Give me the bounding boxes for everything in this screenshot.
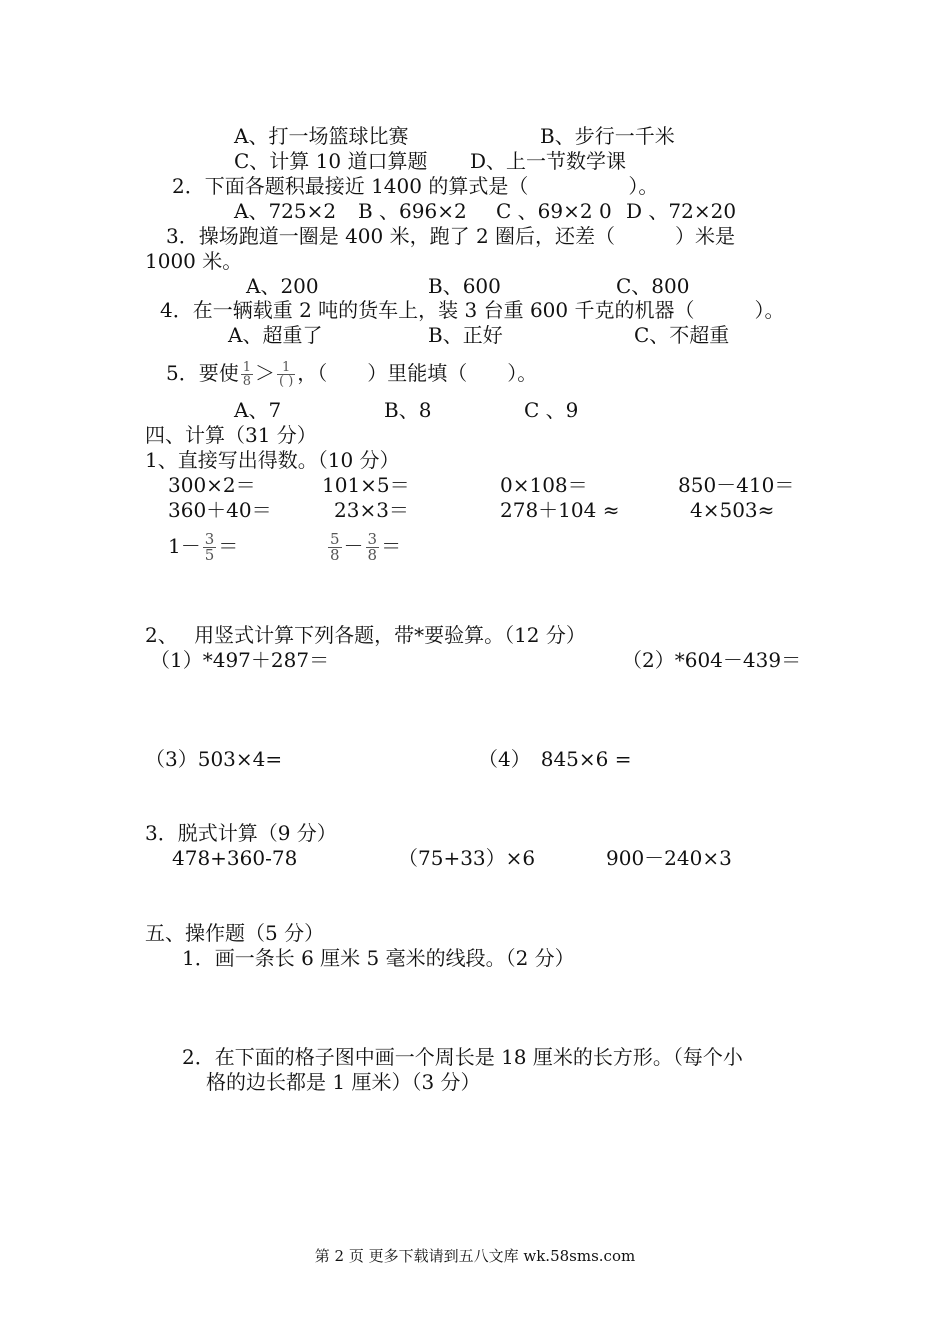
q2-option-d: D 、72×20 xyxy=(626,199,737,223)
section5-q1: 1．画一条长 6 厘米 5 毫米的线段。（2 分） xyxy=(182,946,575,970)
q1-option-d: D、上一节数学课 xyxy=(470,149,627,173)
q5-suffix: ，（ ）里能填（ ）。 xyxy=(297,361,538,385)
q2-option-c: C 、69×2 0 xyxy=(496,199,612,223)
q5-frac1-denominator: 8 xyxy=(242,374,252,389)
section4-sub1-title: 1、直接写出得数。（10 分） xyxy=(145,448,400,472)
section4-sub3-title: 3．脱式计算（9 分） xyxy=(145,821,337,845)
oral-calc-2: 101×5＝ xyxy=(322,473,410,497)
vertical-calc-2: （2）*604－439＝ xyxy=(622,648,802,672)
q5-option-b: B、8 xyxy=(384,398,432,422)
step-calc-1: 478+360-78 xyxy=(172,846,298,870)
oral-calc-10-denominator-1: 8 xyxy=(330,546,340,564)
oral-calc-8: 4×503≈ xyxy=(690,498,775,522)
oral-calc-9-suffix: ＝ xyxy=(218,534,239,558)
q1-option-a: A、打一场篮球比赛 xyxy=(234,124,409,148)
q3-option-b: B、600 xyxy=(428,274,501,298)
oral-calc-4: 850－410＝ xyxy=(678,473,795,497)
q3-option-c: C、800 xyxy=(616,274,690,298)
oral-calc-9-numerator: 3 xyxy=(204,530,215,548)
q4-option-a: A、超重了 xyxy=(228,323,323,347)
q4-text: 4．在一辆载重 2 吨的货车上，装 3 台重 600 千克的机器（ ）。 xyxy=(160,298,785,322)
q3-text-line1: 3．操场跑道一圈是 400 米，跑了 2 圈后，还差（ ）米是 xyxy=(166,224,736,248)
section4-sub2-title: 2、 用竖式计算下列各题，带*要验算。（12 分） xyxy=(145,623,586,647)
q3-option-a: A、200 xyxy=(246,274,319,298)
section4-title: 四、计算（31 分） xyxy=(145,423,317,447)
vertical-calc-1: （1）*497＋287＝ xyxy=(150,648,330,672)
q1-option-b: B、步行一千米 xyxy=(540,124,675,148)
oral-calc-9-prefix: 1－ xyxy=(168,534,201,558)
q5-frac2-numerator: 1 xyxy=(277,361,295,375)
q2-option-b: B 、696×2 xyxy=(358,199,467,223)
q5-fraction-1 xyxy=(241,361,253,388)
section5-q2-line2: 格的边长都是 1 厘米）（3 分） xyxy=(206,1070,481,1094)
oral-calc-10-denominator-2: 8 xyxy=(367,546,378,564)
q4-option-b: B、正好 xyxy=(428,323,503,347)
q3-text-line2: 1000 米。 xyxy=(145,249,243,273)
q5-greater-than: ＞ xyxy=(255,361,276,385)
q5-option-c: C 、9 xyxy=(524,398,579,422)
oral-calc-1: 300×2＝ xyxy=(168,473,256,497)
oral-calc-10-numerator-1: 5 xyxy=(330,530,340,548)
q5-fraction-2 xyxy=(277,361,295,388)
section5-q2-line1: 2．在下面的格子图中画一个周长是 18 厘米的长方形。（每个小 xyxy=(182,1045,743,1069)
step-calc-3: 900－240×3 xyxy=(606,846,732,870)
q5-frac2-denominator: ( ) xyxy=(279,374,294,389)
q5-text xyxy=(166,356,537,390)
q5-prefix: 5．要使 xyxy=(166,361,239,385)
oral-calc-10-minus: － xyxy=(343,534,364,558)
oral-calc-9-denominator: 5 xyxy=(204,546,215,564)
oral-calc-7: 278＋104 ≈ xyxy=(500,498,620,522)
oral-calc-6: 23×3＝ xyxy=(334,498,409,522)
oral-calc-9 xyxy=(168,526,238,566)
q4-option-c: C、不超重 xyxy=(634,323,730,347)
q2-option-a: A、725×2 xyxy=(234,199,337,223)
vertical-calc-3: （3）503×4= xyxy=(145,747,283,771)
section5-title: 五、操作题（5 分） xyxy=(145,921,325,945)
oral-calc-5: 360＋40＝ xyxy=(168,498,272,522)
q2-text: 2．下面各题积最接近 1400 的算式是（ ）。 xyxy=(172,174,659,198)
q5-frac1-numerator: 1 xyxy=(242,360,252,375)
oral-calc-10 xyxy=(326,526,401,566)
vertical-calc-4: （4） 845×6 = xyxy=(478,747,632,771)
step-calc-2: （75+33）×6 xyxy=(398,846,536,870)
oral-calc-3: 0×108＝ xyxy=(500,473,588,497)
oral-calc-10-numerator-2: 3 xyxy=(367,530,378,548)
oral-calc-9-fraction xyxy=(203,532,217,563)
q5-option-a: A、7 xyxy=(234,398,282,422)
q1-option-c: C、计算 10 道口算题 xyxy=(234,149,428,173)
page-footer: 第 2 页 更多下载请到五八文库 wk.58sms.com xyxy=(314,1247,636,1265)
oral-calc-10-fraction-2 xyxy=(366,532,380,563)
oral-calc-10-fraction-1 xyxy=(328,532,342,563)
oral-calc-10-suffix: ＝ xyxy=(381,534,402,558)
